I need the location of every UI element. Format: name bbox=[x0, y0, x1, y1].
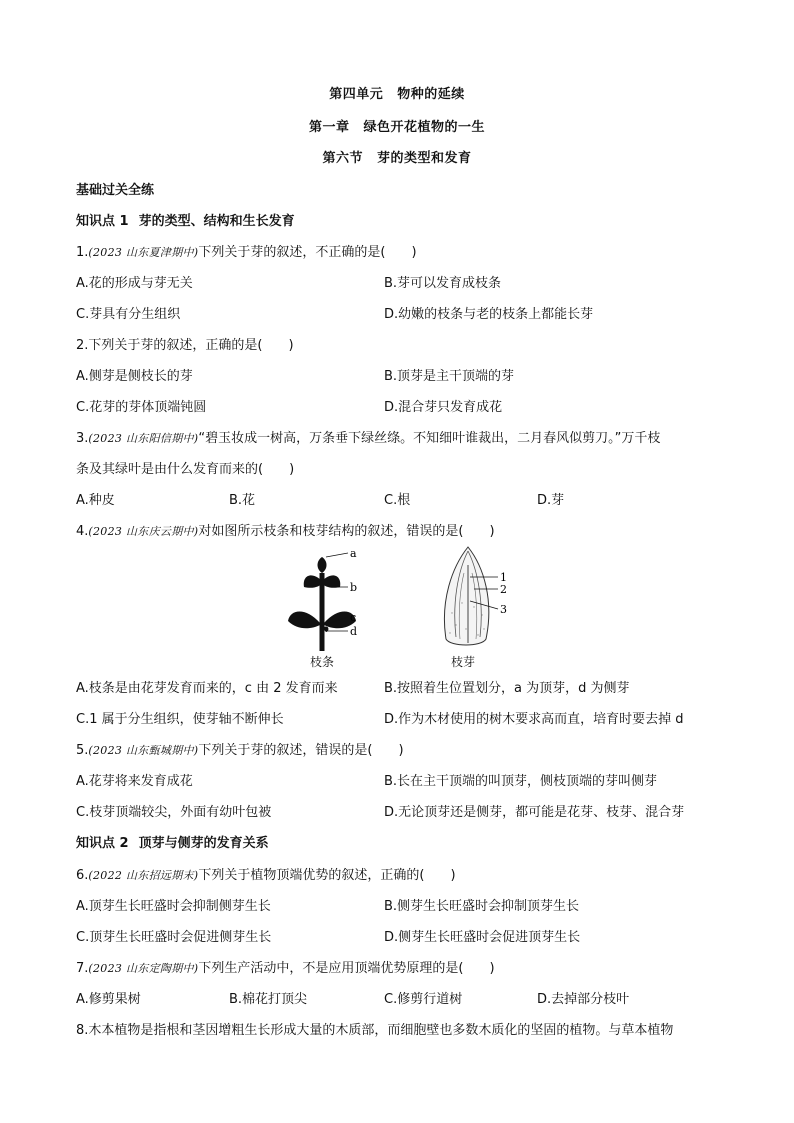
terminal-bud bbox=[318, 557, 327, 573]
q4-text: 对如图所示枝条和枝芽结构的叙述，错误的是( bbox=[198, 524, 464, 539]
axillary-bud bbox=[324, 626, 328, 632]
q4-number: 4. bbox=[76, 524, 89, 539]
q5-option-c: C.枝芽顶端较尖，外面有幼叶包被 bbox=[76, 805, 272, 820]
q3-option-b: B.花 bbox=[229, 493, 256, 508]
question-6-stem bbox=[76, 864, 456, 883]
q2-option-d: D.混合芽只发育成花 bbox=[384, 400, 503, 415]
q4-figure bbox=[0, 543, 794, 673]
kp2-label: 知识点 2 bbox=[76, 836, 129, 851]
q7-source: (2023 山东定陶期中) bbox=[88, 962, 199, 975]
unit-title bbox=[0, 83, 794, 102]
q3-number: 3. bbox=[76, 431, 89, 446]
label-a: a bbox=[350, 547, 357, 560]
question-2-stem bbox=[76, 334, 294, 353]
q6-source: (2022 山东招远期末) bbox=[88, 869, 199, 882]
q7-option-a: A.修剪果树 bbox=[76, 992, 141, 1007]
q8-text: 木本植物是指根和茎因增粗生长形成大量的木质部，而细胞壁也多数木质化的坚固的植物。与草本植物 bbox=[88, 1023, 674, 1038]
practice-heading: 基础过关全练 bbox=[76, 183, 155, 198]
branch-caption: 枝条 bbox=[310, 655, 335, 669]
bud-section-diagram bbox=[444, 547, 507, 645]
q4-option-c: C.1 属于分生组织，使芽轴不断伸长 bbox=[76, 712, 284, 727]
q7-option-b: B.棉花打顶尖 bbox=[229, 992, 308, 1007]
q1-option-d: D.幼嫩的枝条与老的枝条上都能长芽 bbox=[384, 307, 594, 322]
q2-number: 2. bbox=[76, 338, 89, 353]
branch-and-bud-diagram bbox=[0, 543, 794, 673]
q5-option-a: A.花芽将来发育成花 bbox=[76, 774, 193, 789]
q4-source: (2023 山东庆云期中) bbox=[88, 525, 199, 538]
q5-option-d: D.无论顶芽还是侧芽，都可能是花芽、枝芽、混合芽 bbox=[384, 805, 685, 820]
kp2-name: 顶芽与侧芽的发育关系 bbox=[138, 836, 269, 851]
label-c: c bbox=[350, 611, 357, 624]
q5-number: 5. bbox=[76, 743, 89, 758]
question-3-stem-continued bbox=[76, 458, 294, 477]
label-3: 3 bbox=[500, 603, 507, 616]
q4-option-a: A.枝条是由花芽发育而来的，c 由 2 发育而来 bbox=[76, 681, 338, 696]
kp1-name: 芽的类型、结构和生长发育 bbox=[138, 214, 295, 229]
section-label: 第六节 bbox=[322, 151, 363, 166]
q6-option-d: D.侧芽生长旺盛时会促进顶芽生长 bbox=[384, 930, 581, 945]
chapter-name: 绿色开花植物的一生 bbox=[363, 120, 486, 135]
chapter-label: 第一章 bbox=[308, 120, 350, 135]
q4-option-b: B.按照着生位置划分，a 为顶芽，d 为侧芽 bbox=[384, 681, 630, 696]
bud-outline bbox=[444, 547, 488, 645]
q4-option-d: D.作为木材使用的树木要求高而直，培育时要去掉 d bbox=[384, 712, 684, 727]
q2-text: 下列关于芽的叙述，正确的是( bbox=[88, 338, 263, 353]
question-8-stem bbox=[76, 1019, 673, 1038]
q2-option-a: A.侧芽是侧枝长的芽 bbox=[76, 369, 193, 384]
upper-leaf-left bbox=[304, 575, 322, 587]
q3-option-c: C.根 bbox=[384, 493, 411, 508]
q2-option-b: B.顶芽是主干顶端的芽 bbox=[384, 369, 515, 384]
question-5-stem bbox=[76, 739, 404, 758]
q3-text-2: 条及其绿叶是由什么发育而来的( bbox=[76, 462, 264, 477]
q2-option-c: C.花芽的芽体顶端钝圆 bbox=[76, 400, 207, 415]
unit-label: 第四单元 bbox=[329, 87, 384, 102]
q3-source: (2023 山东阳信期中) bbox=[88, 432, 199, 445]
section-title bbox=[0, 147, 794, 166]
section-name: 芽的类型和发育 bbox=[377, 151, 472, 166]
label-1: 1 bbox=[500, 571, 507, 584]
upper-leaf-right bbox=[322, 575, 340, 587]
question-7-stem bbox=[76, 957, 495, 976]
q5-option-b: B.长在主干顶端的叫顶芽，侧枝顶端的芽叫侧芽 bbox=[384, 774, 658, 789]
q5-text: 下列关于芽的叙述，错误的是( bbox=[198, 743, 373, 758]
q1-option-a: A.花的形成与芽无关 bbox=[76, 276, 193, 291]
question-4-stem bbox=[76, 520, 495, 539]
q6-number: 6. bbox=[76, 868, 89, 883]
label-2: 2 bbox=[500, 583, 507, 596]
q1-number: 1. bbox=[76, 245, 89, 260]
knowledge-point-1-heading bbox=[76, 210, 295, 229]
q1-option-b: B.芽可以发育成枝条 bbox=[384, 276, 502, 291]
q1-close-paren: ) bbox=[411, 245, 417, 260]
q3-close-paren: ) bbox=[289, 462, 295, 477]
bud-caption: 枝芽 bbox=[451, 655, 476, 669]
q3-option-a: A.种皮 bbox=[76, 493, 115, 508]
q3-option-d: D.芽 bbox=[537, 493, 565, 508]
label-line-a bbox=[326, 553, 348, 557]
q5-close-paren: ) bbox=[398, 743, 404, 758]
q5-source: (2023 山东甄城期中) bbox=[88, 744, 199, 757]
question-3-stem bbox=[76, 427, 660, 446]
branch-diagram bbox=[288, 547, 357, 651]
q6-option-c: C.顶芽生长旺盛时会促进侧芽生长 bbox=[76, 930, 272, 945]
q3-text: “碧玉妆成一树高，万条垂下绿丝绦。不知细叶谁裁出，二月春风似剪刀。”万千枝 bbox=[198, 431, 661, 446]
q6-text: 下列关于植物顶端优势的叙述，正确的( bbox=[198, 868, 425, 883]
q6-option-b: B.侧芽生长旺盛时会抑制顶芽生长 bbox=[384, 899, 580, 914]
lower-leaf-left bbox=[288, 612, 320, 629]
q1-text: 下列关于芽的叙述，不正确的是( bbox=[198, 245, 386, 260]
q7-option-d: D.去掉部分枝叶 bbox=[537, 992, 630, 1007]
q8-number: 8. bbox=[76, 1023, 89, 1038]
chapter-title bbox=[0, 116, 794, 135]
q7-number: 7. bbox=[76, 961, 89, 976]
unit-name: 物种的延续 bbox=[397, 87, 465, 102]
q1-source: (2023 山东夏津期中) bbox=[88, 246, 199, 259]
knowledge-point-2-heading bbox=[76, 832, 269, 851]
kp1-label: 知识点 1 bbox=[76, 214, 129, 229]
q6-close-paren: ) bbox=[450, 868, 456, 883]
q7-option-c: C.修剪行道树 bbox=[384, 992, 463, 1007]
label-d: d bbox=[350, 625, 358, 638]
q7-close-paren: ) bbox=[489, 961, 495, 976]
q6-option-a: A.顶芽生长旺盛时会抑制侧芽生长 bbox=[76, 899, 271, 914]
q2-close-paren: ) bbox=[288, 338, 294, 353]
question-1-stem bbox=[76, 241, 417, 260]
q7-text: 下列生产活动中，不是应用顶端优势原理的是( bbox=[198, 961, 464, 976]
q1-option-c: C.芽具有分生组织 bbox=[76, 307, 181, 322]
q4-close-paren: ) bbox=[489, 524, 495, 539]
label-b: b bbox=[350, 581, 358, 594]
